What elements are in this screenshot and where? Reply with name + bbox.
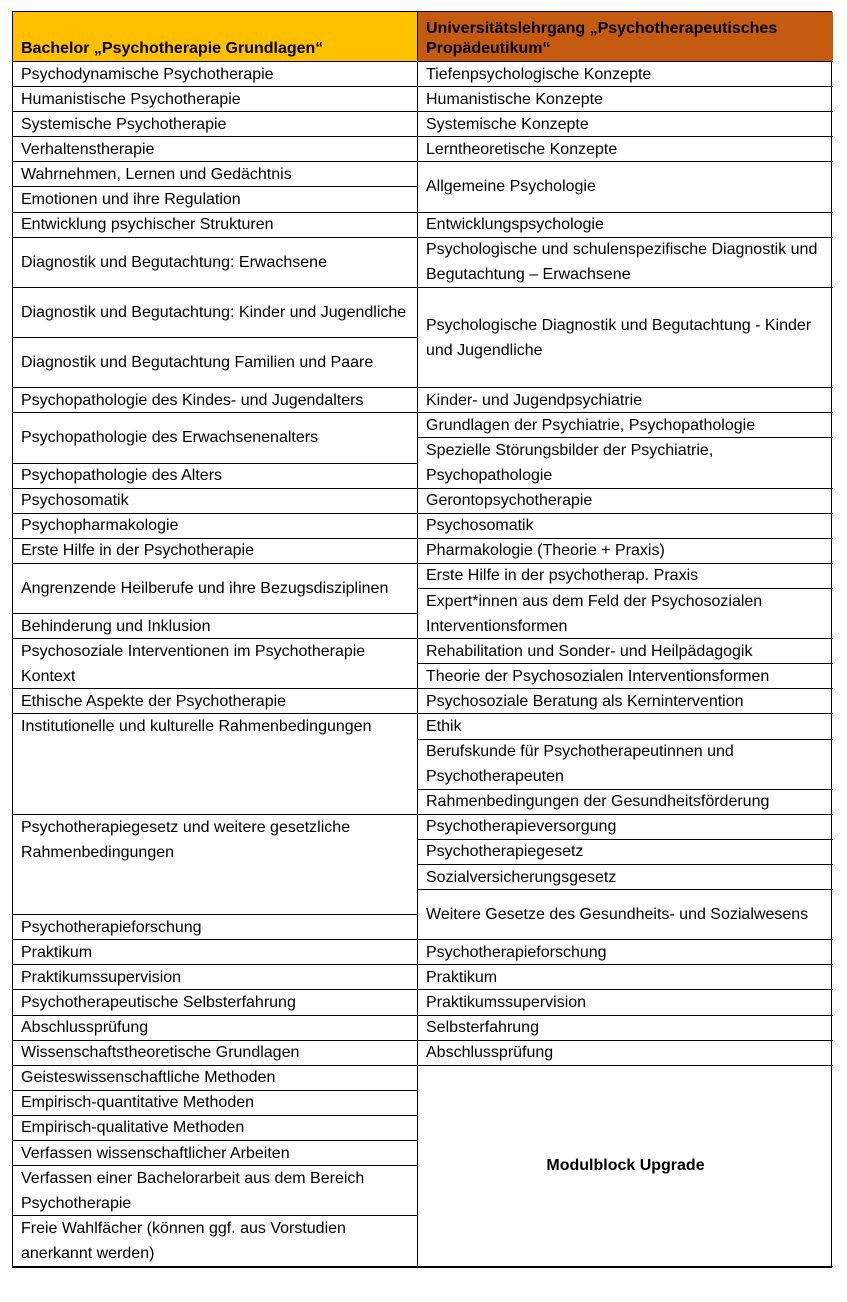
bachelor-cell-erste-hilfe-in-der-psychotherapie: Erste Hilfe in der Psychotherapie [13,539,418,564]
bachelor-cell-empirisch-qualitative-methoden: Empirisch-qualitative Methoden [13,1116,418,1141]
lehrgang-cell-rahmenbedingungen-der-gesundheitsforderu: Rahmenbedingungen der Gesundheitsförderung [418,790,833,815]
lehrgang-cell-entwicklungspsychologie: Entwicklungspsychologie [418,213,833,238]
lehrgang-cell-psychotherapieforschung: Psychotherapieforschung [418,940,833,965]
lehrgang-cell-psychotherapiegesetz: Psychotherapiegesetz [418,840,833,865]
lehrgang-cell-modulblock-upgrade: Modulblock Upgrade [418,1066,833,1267]
lehrgang-cell-pharmakologie-theorie-praxis: Pharmakologie (Theorie + Praxis) [418,539,833,564]
bachelor-cell-diagnostik-und-begutachtung-erwachsene: Diagnostik und Begutachtung: Erwachsene [13,238,418,288]
bachelor-cell-humanistische-psychotherapie: Humanistische Psychotherapie [13,87,418,112]
bachelor-cell-psychotherapeutische-selbsterfahrung: Psychotherapeutische Selbsterfahrung [13,990,418,1015]
bachelor-cell-verfassen-einer-bachelorarbeit-aus-dem-b: Verfassen einer Bachelorarbeit aus dem Bereich Psychotherapie [13,1166,418,1216]
bachelor-cell-psychotherapieforschung: Psychotherapieforschung [13,915,418,940]
lehrgang-cell-erste-hilfe-in-der-psychotherap-praxis: Erste Hilfe in der psychotherap. Praxis [418,564,833,589]
bachelor-cell-psychosomatik: Psychosomatik [13,489,418,514]
bachelor-cell-verhaltenstherapie: Verhaltenstherapie [13,137,418,162]
lehrgang-cell-psychosoziale-beratung-als-kernintervent: Psychosoziale Beratung als Kernintervention [418,689,833,714]
header-universitaetslehrgang: Universitätslehrgang „Psychotherapeutisches Propädeutikum“ [418,12,833,62]
bachelor-cell-ethische-aspekte-der-psychotherapie: Ethische Aspekte der Psychotherapie [13,689,418,714]
bachelor-cell-behinderung-und-inklusion: Behinderung und Inklusion [13,614,418,639]
bachelor-cell-systemische-psychotherapie: Systemische Psychotherapie [13,112,418,137]
bachelor-cell-entwicklung-psychischer-strukturen: Entwicklung psychischer Strukturen [13,213,418,238]
bachelor-cell-wissenschaftstheoretische-grundlagen: Wissenschaftstheoretische Grundlagen [13,1041,418,1066]
comparison-table [12,11,832,1268]
bachelor-cell-angrenzende-heilberufe-und-ihre-bezugsdi: Angrenzende Heilberufe und ihre Bezugsdisziplinen [13,564,418,614]
lehrgang-cell-praktikum: Praktikum [418,965,833,990]
lehrgang-cell-psychotherapieversorgung: Psychotherapieversorgung [418,815,833,840]
bachelor-cell-institutionelle-und-kulturelle-rahmenbed: Institutionelle und kulturelle Rahmenbedingungen [13,714,418,814]
lehrgang-cell-psychologische-diagnostik-und-begutachtu: Psychologische Diagnostik und Begutachtung - Kinder und Jugendliche [418,288,833,388]
lehrgang-cell-ethik: Ethik [418,714,833,739]
lehrgang-cell-psychologische-und-schulenspezifische-di: Psychologische und schulenspezifische Diagnostik und Begutachtung – Erwachsene [418,238,833,288]
bachelor-cell-abschlussprufung: Abschlussprüfung [13,1016,418,1041]
bachelor-cell-verfassen-wissenschaftlicher-arbeiten: Verfassen wissenschaftlicher Arbeiten [13,1141,418,1166]
bachelor-cell-emotionen-und-ihre-regulation: Emotionen und ihre Regulation [13,187,418,212]
bachelor-cell-psychopharmakologie: Psychopharmakologie [13,514,418,539]
lehrgang-cell-praktikumssupervision: Praktikumssupervision [418,990,833,1015]
bachelor-cell-geisteswissenschaftliche-methoden: Geisteswissenschaftliche Methoden [13,1066,418,1091]
lehrgang-cell-humanistische-konzepte: Humanistische Konzepte [418,87,833,112]
bachelor-cell-psychopathologie-des-kindes-und-jugendal: Psychopathologie des Kindes- und Jugendalters [13,388,418,413]
bachelor-cell-diagnostik-und-begutachtung-kinder-und-j: Diagnostik und Begutachtung: Kinder und Jugendliche [13,288,418,338]
lehrgang-cell-weitere-gesetze-des-gesundheits-und-sozi: Weitere Gesetze des Gesundheits- und Sozialwesens [418,890,833,940]
bachelor-cell-praktikumssupervision: Praktikumssupervision [13,965,418,990]
bachelor-cell-psychodynamische-psychotherapie: Psychodynamische Psychotherapie [13,62,418,87]
lehrgang-cell-spezielle-storungsbilder-der-psychiatrie: Spezielle Störungsbilder der Psychiatrie, Psychopathologie [418,438,833,488]
bachelor-cell-psychosoziale-interventionen-im-psychoth: Psychosoziale Interventionen im Psychotherapie Kontext [13,639,418,689]
lehrgang-cell-rehabilitation-und-sonder-und-heilpadago: Rehabilitation und Sonder- und Heilpädagogik [418,639,833,664]
lehrgang-cell-kinder-und-jugendpsychiatrie: Kinder- und Jugendpsychiatrie [418,388,833,413]
lehrgang-cell-tiefenpsychologische-konzepte: Tiefenpsychologische Konzepte [418,62,833,87]
lehrgang-cell-grundlagen-der-psychiatrie-psychopatholo: Grundlagen der Psychiatrie, Psychopathologie [418,413,833,438]
lehrgang-cell-sozialversicherungsgesetz: Sozialversicherungsgesetz [418,865,833,890]
header-bachelor: Bachelor „Psychotherapie Grundlagen“ [13,12,418,62]
lehrgang-cell-berufskunde-fur-psychotherapeutinnen-und: Berufskunde für Psychotherapeutinnen und Psychotherapeuten [418,740,833,790]
bachelor-cell-praktikum: Praktikum [13,940,418,965]
bachelor-cell-wahrnehmen-lernen-und-gedachtnis: Wahrnehmen, Lernen und Gedächtnis [13,162,418,187]
bachelor-cell-freie-wahlfacher-konnen-ggf-aus-vorstudi: Freie Wahlfächer (können ggf. aus Vorstudien anerkannt werden) [13,1216,418,1266]
lehrgang-cell-allgemeine-psychologie: Allgemeine Psychologie [418,162,833,212]
bachelor-cell-psychopathologie-des-erwachsenenalters: Psychopathologie des Erwachsenenalters [13,413,418,463]
bachelor-cell-psychotherapiegesetz-und-weitere-gesetzl: Psychotherapiegesetz und weitere gesetzliche Rahmenbedingungen [13,815,418,915]
bachelor-cell-diagnostik-und-begutachtung-familien-und: Diagnostik und Begutachtung Familien und Paare [13,338,418,388]
lehrgang-cell-lerntheoretische-konzepte: Lerntheoretische Konzepte [418,137,833,162]
lehrgang-cell-expert-innen-aus-dem-feld-der-psychosozi: Expert*innen aus dem Feld der Psychosozialen Interventionsformen [418,589,833,639]
bachelor-cell-psychopathologie-des-alters: Psychopathologie des Alters [13,464,418,489]
lehrgang-cell-psychosomatik: Psychosomatik [418,514,833,539]
lehrgang-cell-abschlussprufung: Abschlussprüfung [418,1041,833,1066]
bachelor-cell-empirisch-quantitative-methoden: Empirisch-quantitative Methoden [13,1091,418,1116]
lehrgang-cell-theorie-der-psychosozialen-interventions: Theorie der Psychosozialen Interventionsformen [418,664,833,689]
lehrgang-cell-systemische-konzepte: Systemische Konzepte [418,112,833,137]
lehrgang-cell-gerontopsychotherapie: Gerontopsychotherapie [418,489,833,514]
lehrgang-cell-selbsterfahrung: Selbsterfahrung [418,1016,833,1041]
